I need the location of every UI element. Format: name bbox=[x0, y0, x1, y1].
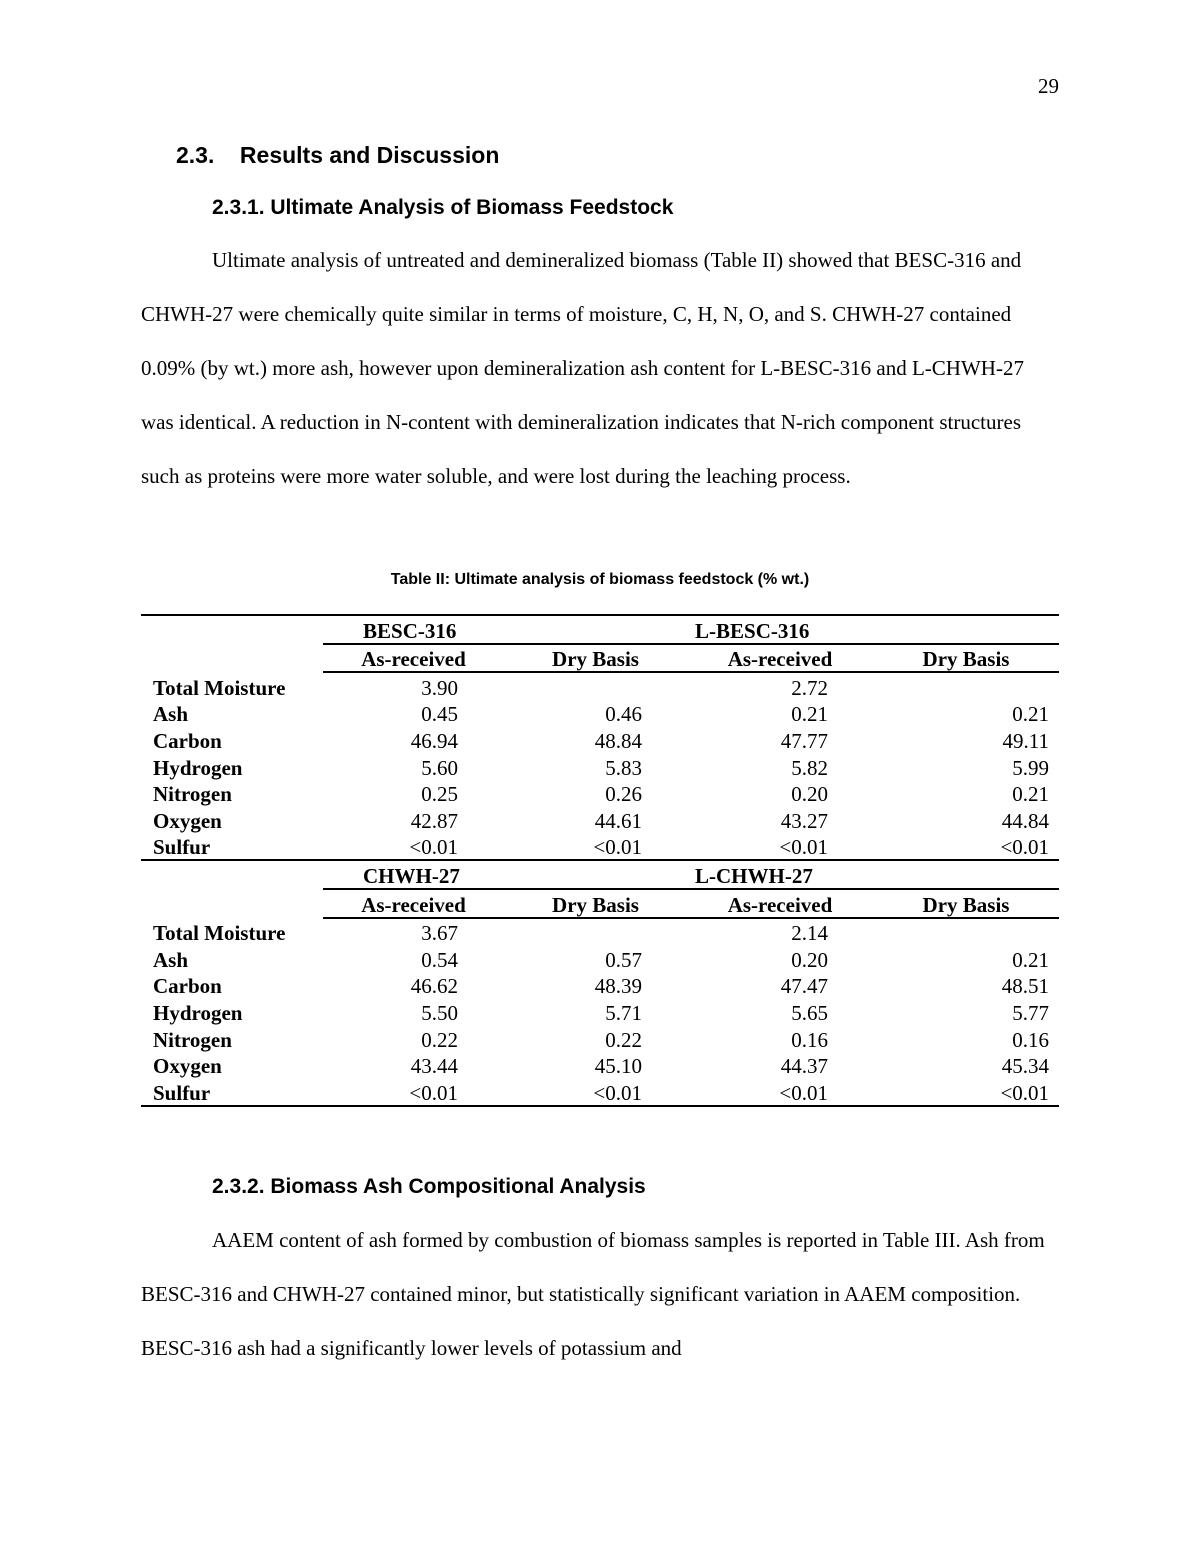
table-cell: 0.16 bbox=[1012, 1027, 1050, 1052]
table-row-label: Nitrogen bbox=[153, 1027, 232, 1052]
table-cell: 0.20 bbox=[791, 782, 829, 807]
paragraph-ultimate-analysis: Ultimate analysis of untreated and demineralized biomass (Table II) showed that BESC-316 and CHWH-27 were chemically quite similar in terms of moisture, C, H, N, O, and S. CHWH-27 contained 0.09% (by wt.) more ash, however upon demineralization ash content for L-BESC-316 and L-CHWH-27 was identical. A reduction in N-content with demineralization indicates that N-rich component structures such as proteins were more water soluble, and were lost during the leaching process. bbox=[141, 248, 1024, 488]
table-empty-cell bbox=[141, 615, 323, 644]
table-subheader-row bbox=[141, 889, 1059, 918]
table-group-name bbox=[687, 860, 1059, 889]
table-cell: 0.22 bbox=[605, 1027, 643, 1052]
table-row-label: Oxygen bbox=[153, 808, 222, 833]
table-cell: 0.57 bbox=[605, 947, 643, 972]
table-cell: 3.67 bbox=[421, 921, 458, 946]
table-cell: 48.84 bbox=[594, 728, 643, 753]
table-cell: 5.82 bbox=[791, 755, 829, 780]
table-cell: 44.37 bbox=[780, 1054, 829, 1079]
table-cell: 0.26 bbox=[605, 782, 643, 807]
table-cell: 5.50 bbox=[421, 1000, 458, 1025]
table-cell: <0.01 bbox=[873, 1078, 1059, 1106]
table-row bbox=[141, 918, 1059, 946]
table-cell: 5.99 bbox=[1012, 755, 1050, 780]
table-group-name bbox=[323, 860, 687, 889]
table-cell: 0.16 bbox=[791, 1027, 829, 1052]
table-cell: 0.54 bbox=[421, 947, 458, 972]
table-group-name-text: BESC-316 bbox=[363, 618, 457, 643]
table-cell: 46.94 bbox=[410, 728, 458, 753]
table-column-header: Dry Basis bbox=[504, 889, 687, 918]
table-group-header bbox=[141, 615, 1059, 644]
table-column-header: As-received bbox=[323, 889, 504, 918]
table-cell: 43.44 bbox=[410, 1054, 458, 1079]
table-row-label: Nitrogen bbox=[153, 782, 232, 807]
table-cell: 42.87 bbox=[410, 808, 458, 833]
table-cell bbox=[873, 672, 1059, 700]
table-column-header: As-received bbox=[687, 889, 873, 918]
table-row bbox=[141, 1078, 1059, 1106]
table-row-label: Sulfur bbox=[141, 1078, 323, 1106]
table-column-header: As-received bbox=[323, 644, 504, 673]
table-cell: 45.10 bbox=[594, 1054, 643, 1079]
table-cell: <0.01 bbox=[409, 835, 458, 860]
table-cell: 5.71 bbox=[605, 1000, 643, 1025]
table-cell: 48.51 bbox=[1001, 974, 1050, 999]
table-cell: <0.01 bbox=[593, 835, 643, 860]
table-cell: 0.25 bbox=[421, 782, 458, 807]
table-cell: 47.77 bbox=[780, 728, 829, 753]
table-empty-cell bbox=[141, 644, 323, 673]
ultimate-analysis-table bbox=[141, 614, 1059, 1107]
table-row bbox=[141, 753, 1059, 780]
table-row-label: Hydrogen bbox=[153, 1000, 243, 1025]
table-cell: 0.20 bbox=[791, 947, 829, 972]
table-row-label: Ash bbox=[153, 947, 189, 972]
table-cell: 49.11 bbox=[1002, 728, 1050, 753]
table-group-name bbox=[323, 615, 687, 644]
table-row-label: Sulfur bbox=[153, 835, 211, 860]
table-empty-cell bbox=[141, 889, 323, 918]
table-cell bbox=[504, 672, 687, 700]
table-caption: Table II: Ultimate analysis of biomass feedstock (% wt.) bbox=[390, 571, 810, 588]
table-cell: 43.27 bbox=[780, 808, 829, 833]
table-cell: 2.72 bbox=[791, 675, 829, 700]
table-cell: 0.21 bbox=[1012, 782, 1050, 807]
table-row bbox=[141, 833, 1059, 861]
table-cell: 0.21 bbox=[1012, 947, 1050, 972]
subsection-heading-ash-composition: 2.3.2. Biomass Ash Compositional Analysis bbox=[212, 1175, 646, 1198]
table-row-label: Carbon bbox=[153, 974, 222, 999]
table-group-name bbox=[687, 615, 1059, 644]
table-cell: <0.01 bbox=[504, 1078, 687, 1106]
table-cell: 48.39 bbox=[594, 974, 643, 999]
page-number: 29 bbox=[1038, 74, 1059, 98]
table-row-label: Total Moisture bbox=[153, 921, 286, 946]
table-row-label: Ash bbox=[153, 702, 189, 727]
table-cell: <0.01 bbox=[1000, 835, 1050, 860]
table-cell: 0.46 bbox=[605, 702, 643, 727]
table-column-header: As-received bbox=[687, 644, 873, 673]
table-row bbox=[141, 726, 1059, 753]
table-row bbox=[141, 998, 1059, 1025]
table-row bbox=[141, 780, 1059, 807]
table-group-name-text: L-CHWH-27 bbox=[695, 863, 813, 888]
table-row bbox=[141, 1052, 1059, 1079]
table-cell: 5.83 bbox=[605, 755, 643, 780]
subsection-heading-ultimate-analysis: 2.3.1. Ultimate Analysis of Biomass Feedstock bbox=[212, 196, 674, 219]
table-cell: 5.60 bbox=[421, 755, 458, 780]
table-cell: 46.62 bbox=[410, 974, 458, 999]
table-column-header: Dry Basis bbox=[504, 644, 687, 673]
table-cell: 3.90 bbox=[421, 675, 458, 700]
table-column-header: Dry Basis bbox=[873, 889, 1059, 918]
table-cell bbox=[873, 918, 1059, 946]
table-body bbox=[141, 615, 1059, 1106]
table-cell: 47.47 bbox=[780, 974, 829, 999]
paragraph-ash-composition: AAEM content of ash formed by combustion of biomass samples is reported in Table III. Ash from BESC-316 and CHWH-27 contained minor, but statistically significant variation in AAEM composition. BESC-316 ash had a significantly lower levels of potassium and bbox=[141, 1228, 1045, 1360]
table-cell: 45.34 bbox=[1001, 1054, 1050, 1079]
table-cell: <0.01 bbox=[779, 835, 829, 860]
section-heading: 2.3. Results and Discussion bbox=[176, 142, 500, 168]
table-cell: 0.21 bbox=[1012, 702, 1050, 727]
table-cell: 44.61 bbox=[594, 808, 643, 833]
table-row-label: Carbon bbox=[153, 728, 222, 753]
table-row-label: Total Moisture bbox=[153, 675, 286, 700]
table-cell: 0.45 bbox=[421, 702, 458, 727]
table-row-label: Oxygen bbox=[153, 1054, 222, 1079]
table-cell: 0.22 bbox=[421, 1027, 458, 1052]
table-cell: 2.14 bbox=[791, 921, 829, 946]
table-subheader-row bbox=[141, 644, 1059, 673]
table-cell: <0.01 bbox=[323, 1078, 504, 1106]
table-cell: 44.84 bbox=[1001, 808, 1050, 833]
table-row bbox=[141, 700, 1059, 727]
table-column-header: Dry Basis bbox=[873, 644, 1059, 673]
table-group-header bbox=[141, 860, 1059, 889]
table-row bbox=[141, 672, 1059, 700]
table-group-name-text: CHWH-27 bbox=[363, 863, 460, 888]
table-empty-cell bbox=[141, 860, 323, 889]
table-cell: 0.21 bbox=[791, 702, 829, 727]
table-row-label: Hydrogen bbox=[153, 755, 243, 780]
table-cell bbox=[504, 918, 687, 946]
table-row bbox=[141, 806, 1059, 833]
table-cell: <0.01 bbox=[687, 1078, 873, 1106]
table-group-name-text: L-BESC-316 bbox=[695, 618, 810, 643]
table-cell: 5.77 bbox=[1012, 1000, 1050, 1025]
table-row bbox=[141, 945, 1059, 972]
table-row bbox=[141, 1025, 1059, 1052]
table-row bbox=[141, 972, 1059, 999]
table-cell: 5.65 bbox=[791, 1000, 829, 1025]
